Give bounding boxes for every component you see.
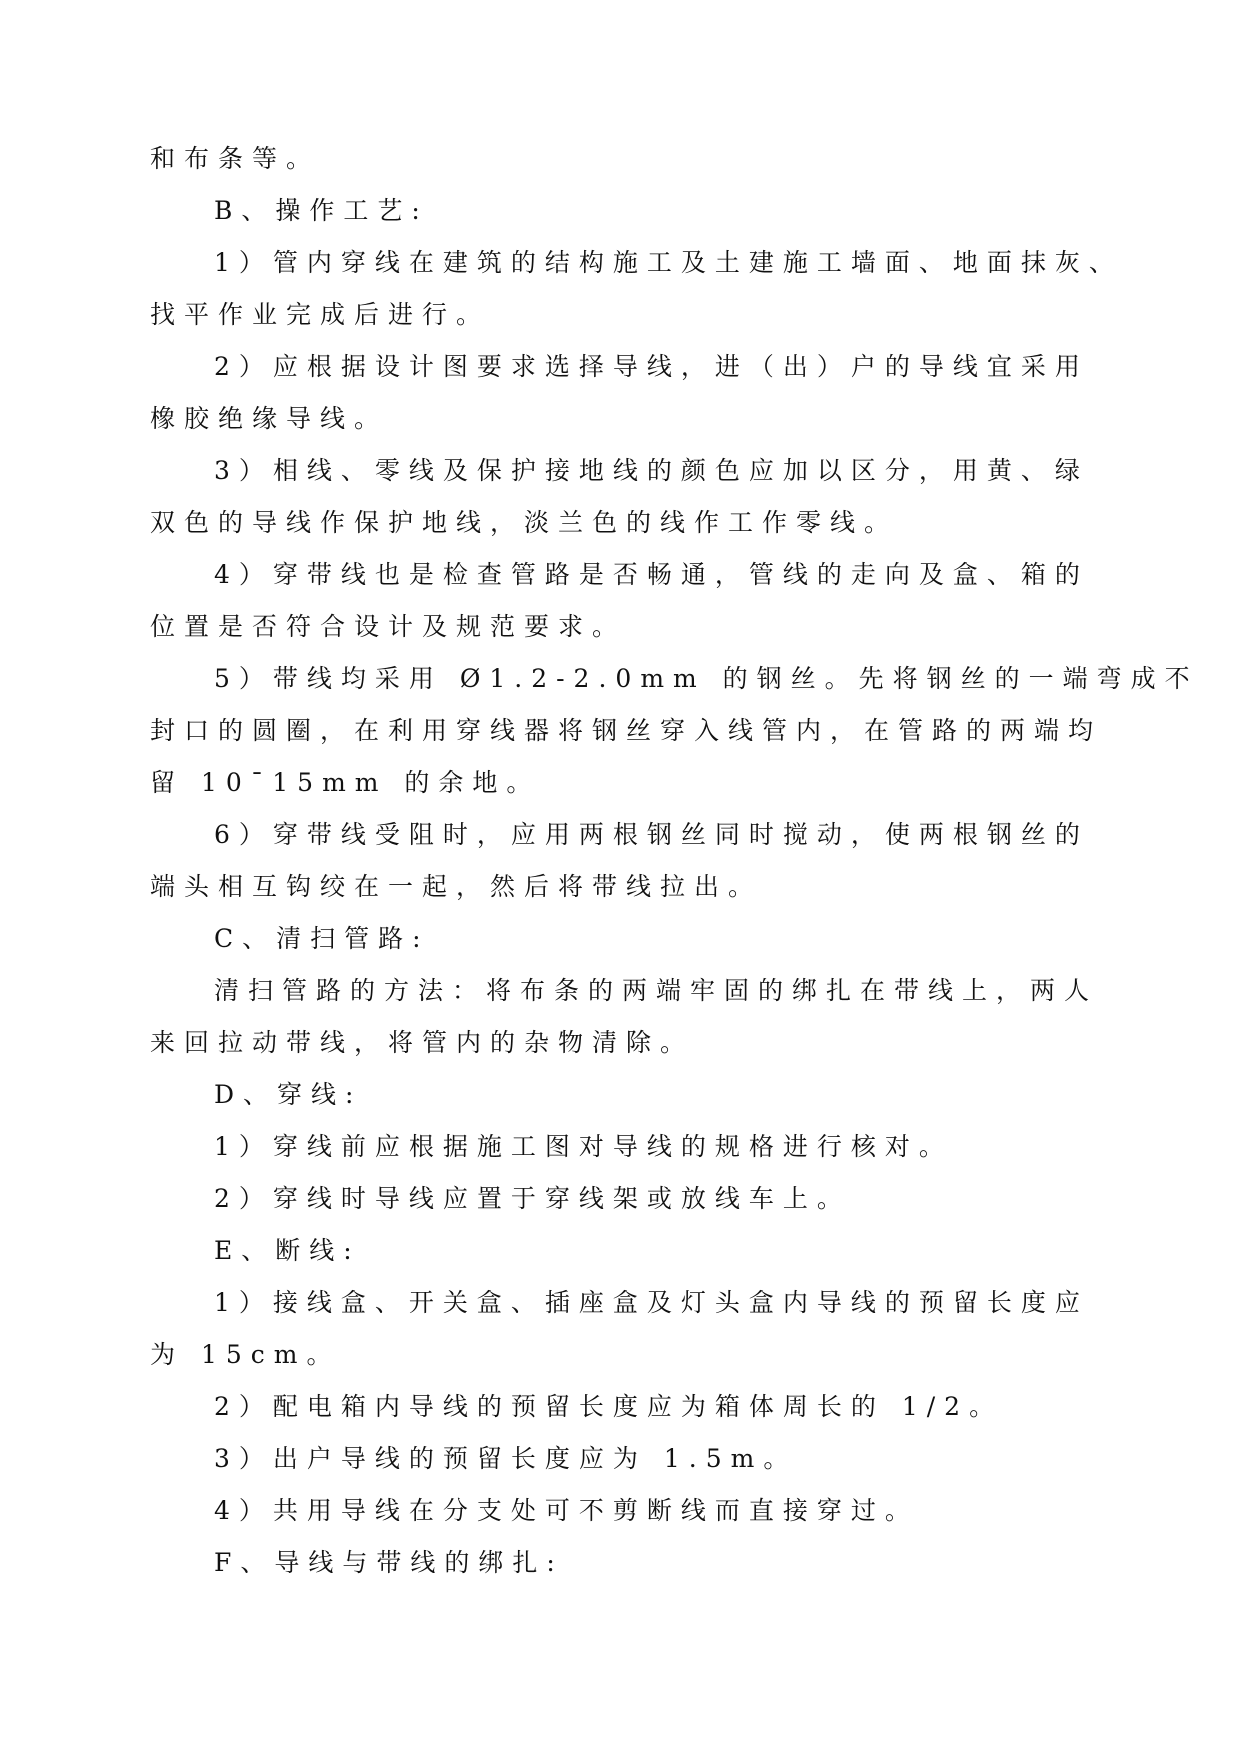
text-line: 端头相互钩绞在一起，然后将带线拉出。 [150, 872, 763, 901]
text-line: 2）配电箱内导线的预留长度应为箱体周长的 1/2。 [214, 1392, 1004, 1421]
text-line: 2）应根据设计图要求选择导线，进（出）户的导线宜采用 [214, 352, 1089, 381]
section-heading: B、操作工艺: [214, 196, 429, 225]
text-line: 来回拉动带线，将管内的杂物清除。 [150, 1028, 695, 1057]
text-line: 5）带线均采用 Ø1.2-2.0mm 的钢丝。先将钢丝的一端弯成不 [214, 664, 1199, 693]
section-heading: D、穿线: [214, 1080, 363, 1109]
text-line: 4）共用导线在分支处可不剪断线而直接穿过。 [214, 1496, 919, 1525]
text-line: 1）穿线前应根据施工图对导线的规格进行核对。 [214, 1132, 953, 1161]
section-heading: F、导线与带线的绑扎: [214, 1548, 564, 1577]
text-line: 1）接线盒、开关盒、插座盒及灯头盒内导线的预留长度应 [214, 1288, 1089, 1317]
section-heading: C、清扫管路: [214, 924, 430, 953]
text-line: 位置是否符合设计及规范要求。 [150, 612, 627, 641]
text-line: 为 15cm。 [150, 1340, 341, 1369]
text-line: 1）管内穿线在建筑的结构施工及土建施工墙面、地面抹灰、 [214, 248, 1123, 277]
text-line: 橡胶绝缘导线。 [150, 404, 389, 433]
text-line: 清扫管路的方法：将布条的两端牢固的绑扎在带线上，两人 [214, 976, 1099, 1005]
section-heading: E、断线: [214, 1236, 361, 1265]
text-line: 封口的圆圈，在利用穿线器将钢丝穿入线管内，在管路的两端均 [150, 716, 1103, 745]
text-line: 6）穿带线受阻时，应用两根钢丝同时搅动，使两根钢丝的 [214, 820, 1089, 849]
text-line: 留 10¯15mm 的余地。 [150, 768, 541, 797]
text-line: 3）出户导线的预留长度应为 1.5m。 [214, 1444, 798, 1473]
text-line: 找平作业完成后进行。 [150, 300, 491, 329]
text-line: 2）穿线时导线应置于穿线架或放线车上。 [214, 1184, 851, 1213]
text-line: 双色的导线作保护地线，淡兰色的线作工作零线。 [150, 508, 899, 537]
text-line: 3）相线、零线及保护接地线的颜色应加以区分，用黄、绿 [214, 456, 1089, 485]
text-line: 4）穿带线也是检查管路是否畅通，管线的走向及盒、箱的 [214, 560, 1089, 589]
text-line: 和布条等。 [150, 144, 321, 173]
